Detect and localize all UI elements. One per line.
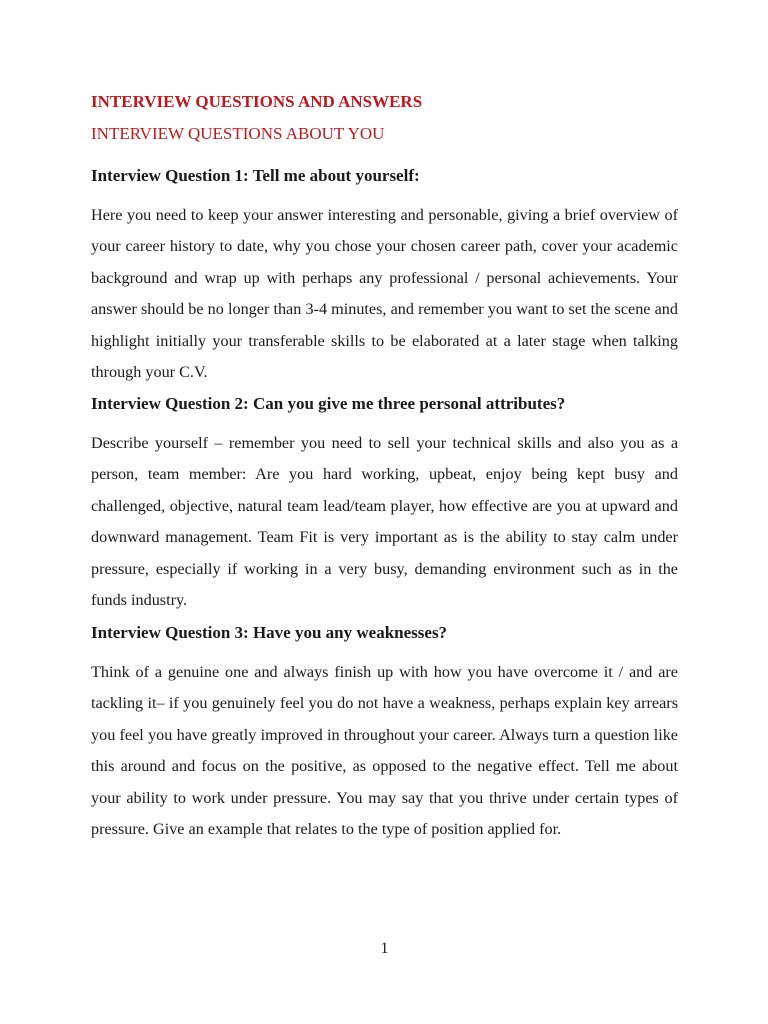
question-heading-2: Interview Question 2: Can you give me three personal attributes? [91,394,566,413]
document-subtitle: INTERVIEW QUESTIONS ABOUT YOU [91,124,385,143]
page-number: 1 [380,940,389,957]
answer-paragraph-3: Think of a genuine one and always finish up with how you have overcome it / and are tackling it– if you genuinely feel you do not have a weakness, perhaps explain key arrears you feel you have greatly improved in throughout your career. Always turn a question like this around and focus on the positive, as opposed to the negative effect. Tell me about your ability to work under pressure. You may say that you thrive under certain types of pressure. Give an example that relates to the type of position applied for. [91,663,678,839]
question-heading-1: Interview Question 1: Tell me about yourself: [91,166,420,185]
answer-paragraph-1: Here you need to keep your answer interesting and personable, giving a brief overview of your career history to date, why you chose your chosen career path, cover your academic background and wrap up with perhaps any professional / personal achievements. Your answer should be no longer than 3-4 minutes, and remember you want to set the scene and highlight initially your transferable skills to be elaborated at a later stage when talking through your C.V. [91,206,678,382]
question-heading-3: Interview Question 3: Have you any weaknesses? [91,623,448,642]
document-title: INTERVIEW QUESTIONS AND ANSWERS [91,92,423,111]
answer-paragraph-2: Describe yourself – remember you need to sell your technical skills and also you as a person, team member: Are you hard working, upbeat, enjoy being kept busy and challenged, objective, natural team lead/team player, how effective are you at upward and downward management. Team Fit is very important as is the ability to stay calm under pressure, especially if working in a very busy, demanding environment such as in the funds industry. [91,434,678,610]
